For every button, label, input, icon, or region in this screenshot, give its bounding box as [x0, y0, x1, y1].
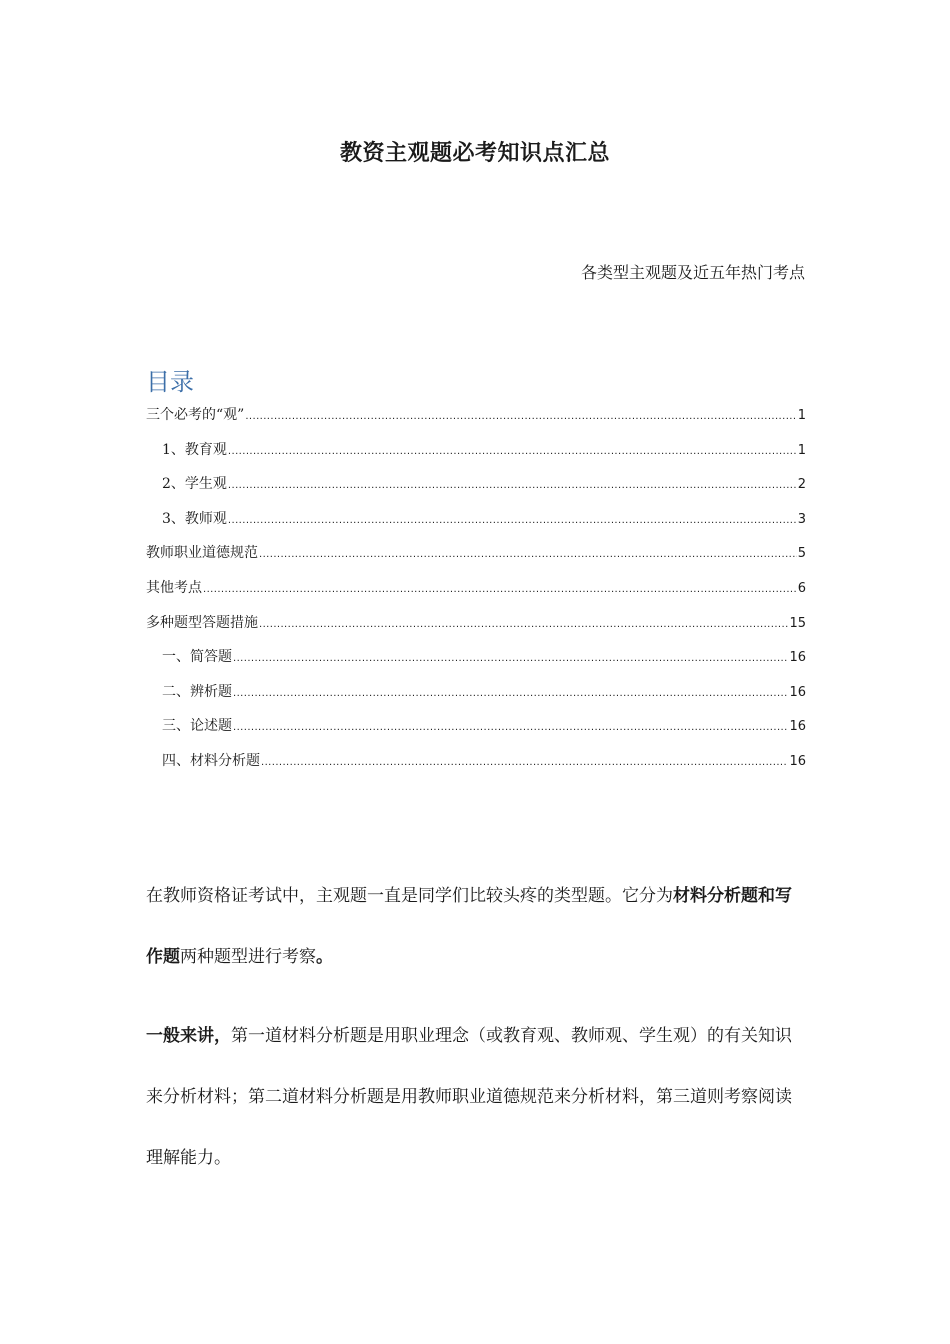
toc-entry-analysis[interactable] — [146, 681, 806, 716]
toc-entry-page: 1 — [797, 442, 806, 458]
toc-leader-dots — [261, 753, 788, 769]
toc-entry-label: 二、辨析题 — [162, 683, 232, 700]
toc-entry-teacher-view[interactable] — [146, 508, 806, 543]
toc-entry-teacher-ethics[interactable] — [146, 542, 806, 577]
toc-entry-page: 1 — [797, 408, 806, 423]
toc-leader-dots — [233, 649, 788, 665]
toc-entry-education-view[interactable] — [146, 439, 806, 474]
toc-leader-dots — [259, 545, 797, 561]
intro-bold-period: 。 — [316, 947, 333, 967]
toc-leader-dots — [259, 615, 788, 631]
toc-leader-dots — [203, 580, 797, 596]
explanation-bold-lead: 一般来讲， — [146, 1026, 231, 1046]
intro-paragraph — [146, 866, 808, 988]
toc-leader-dots — [228, 476, 797, 492]
toc-leader-dots — [228, 442, 797, 458]
document-title: 教资主观题必考知识点汇总 — [339, 140, 610, 166]
toc-entry-label: 教师职业道德规范 — [146, 545, 258, 562]
explanation-paragraph — [146, 1006, 808, 1189]
toc-entry-label: 一、简答题 — [162, 649, 232, 666]
intro-bold-types: 材料分析题和写作题 — [146, 886, 792, 967]
intro-text-b: 两种题型进行考察 — [180, 947, 316, 967]
explanation-text: 第一道材料分析题是用职业理念（或教育观、教师观、学生观）的有关知识来分析材料；第二道材料分析题是用教师职业道德规范来分析材料，第三道则考察阅读理解能力。 — [146, 1026, 792, 1168]
toc-leader-dots — [233, 718, 788, 734]
toc-heading: 目录 — [146, 368, 194, 396]
intro-text-a: 在教师资格证考试中，主观题一直是同学们比较头疼的类型题。它分为 — [146, 886, 673, 906]
toc-entry-label: 3、教师观 — [162, 510, 227, 527]
toc-entry-page: 3 — [797, 511, 806, 527]
toc-entry-short-answer[interactable] — [146, 646, 806, 681]
toc-entry-three-views[interactable] — [146, 404, 806, 439]
toc-leader-dots — [228, 511, 797, 527]
toc-leader-dots — [233, 684, 788, 700]
toc-entry-page: 16 — [789, 719, 806, 735]
toc-entry-essay[interactable] — [146, 715, 806, 750]
toc-entry-page: 16 — [789, 684, 806, 700]
toc-entry-page: 6 — [797, 580, 806, 596]
toc-entry-answer-methods[interactable] — [146, 612, 806, 647]
toc-entry-page: 15 — [789, 615, 806, 631]
toc-entry-label: 四、材料分析题 — [162, 752, 260, 769]
toc-entry-page: 16 — [789, 753, 806, 769]
toc-entry-material-analysis[interactable] — [146, 750, 806, 785]
toc-entry-page: 16 — [789, 650, 806, 666]
toc-entry-other-points[interactable] — [146, 577, 806, 612]
toc-entry-page: 5 — [797, 546, 806, 562]
toc-entry-label: 多种题型答题措施 — [146, 614, 258, 631]
toc-entry-label: 三、论述题 — [162, 718, 232, 735]
toc-entry-student-view[interactable] — [146, 473, 806, 508]
toc-entry-label: 1、教育观 — [162, 441, 227, 458]
toc-entry-label: 其他考点 — [146, 579, 202, 596]
toc-entry-label: 2、学生观 — [162, 476, 227, 493]
document-subtitle: 各类型主观题及近五年热门考点 — [580, 263, 805, 282]
toc-leader-dots — [245, 407, 796, 423]
table-of-contents — [146, 404, 806, 785]
toc-entry-page: 2 — [797, 477, 806, 493]
toc-entry-label: 三个必考的“观” — [146, 407, 245, 423]
